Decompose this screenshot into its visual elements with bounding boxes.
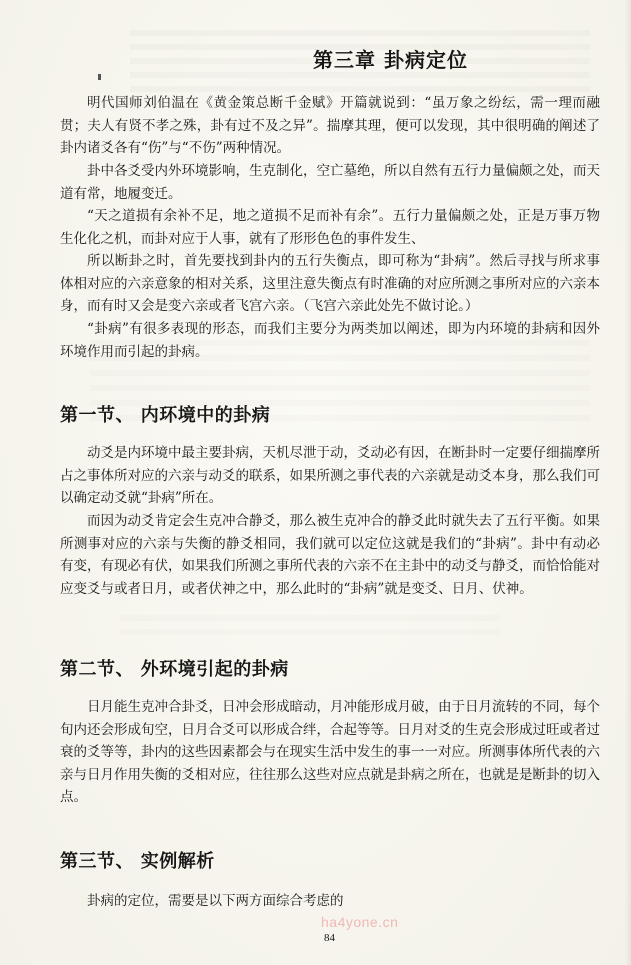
intro-paragraph-1: 明代国师刘伯温在《黄金策总断千金赋》开篇就说到：“虽万象之纷纭，需一理而融贯；夫人有贤不孝之殊，卦有过不及之异”。揣摩其理，便可以发现，其中很明确的阐述了卦内诸爻各有“伤”与“不伤”两种情况。 [60, 95, 600, 156]
bleed-through-texture [120, 615, 500, 637]
intro-paragraph-5: “卦病”有很多表现的形态，而我们主要分为两类加以阐述，即为内环境的卦病和因外环境作用而引起的卦病。 [60, 321, 600, 360]
section1-paragraph-1: 动爻是内环境中最主要卦病，天机尽泄于动，爻动必有因，在断卦时一定要仔细揣摩所占之事体所对应的六亲与动爻的联系，如果所测之事代表的六亲就是动爻本身，那么我们可以确定动爻就“卦病”所在。 [60, 445, 600, 506]
site-watermark: ha4yone.cn [321, 914, 399, 930]
page-number: 84 [324, 932, 335, 944]
margin-mark [98, 74, 101, 80]
section3-paragraph-1: 卦病的定位，需要是以下两方面综合考虑的 [87, 893, 344, 909]
scan-edge-shadow [625, 0, 631, 965]
section-heading-3: 第三节、 实例解析 [60, 851, 215, 872]
intro-paragraph-2: 卦中各爻受内外环境影响，生克制化，空亡墓绝，所以自然有五行力量偏颇之处，而天道有常，地履变迁。 [60, 163, 600, 202]
intro-paragraph-3: “天之道损有余补不足，地之道损不足而补有余”。五行力量偏颇之处，正是万事万物生化化之机，而卦对应于人事，就有了形形色色的事件发生、 [60, 208, 600, 247]
section-heading-1: 第一节、 内环境中的卦病 [60, 405, 271, 426]
section-heading-2: 第二节、 外环境引起的卦病 [60, 659, 289, 680]
section1-paragraph-2: 而因为动爻肯定会生克冲合静爻，那么被生克冲合的静爻此时就失去了五行平衡。如果所测事对应的六亲与失衡的静爻相同，我们就可以定位这就是我们的“卦病”。卦中有动必有变，有现必有伏，如果我们所测之事所代表的六亲不在主卦中的动爻与静爻，而恰恰能对应变爻与或者日月，或者伏神之中，那么此时的“卦病”就是变爻、日月、伏神。 [60, 513, 600, 597]
intro-paragraph-4: 所以断卦之时，首先要找到卦内的五行失衡点，即可称为“卦病”。然后寻找与所求事体相对应的六亲意象的相对关系，这里注意失衡点有时准确的对应所测之事所对应的六亲本身，而有时又会是变六亲或者飞宫六亲。（飞宫六亲此处先不做讨论。） [60, 253, 600, 314]
section2-paragraph-1: 日月能生克冲合卦爻，日冲会形成暗动，月冲能形成月破，由于日月流转的不同，每个旬内还会形成旬空，日月合爻可以形成合绊，合起等等。日月对爻的生克会形成过旺或者过衰的爻等等，卦内的这些因素都会与在现实生活中发生的事一一对应。所测事体所代表的六亲与日月作用失衡的爻相对应，往往那么这些对应点就是卦病之所在，也就是是断卦的切入点。 [60, 699, 600, 805]
chapter-title: 第三章 卦病定位 [313, 48, 468, 72]
